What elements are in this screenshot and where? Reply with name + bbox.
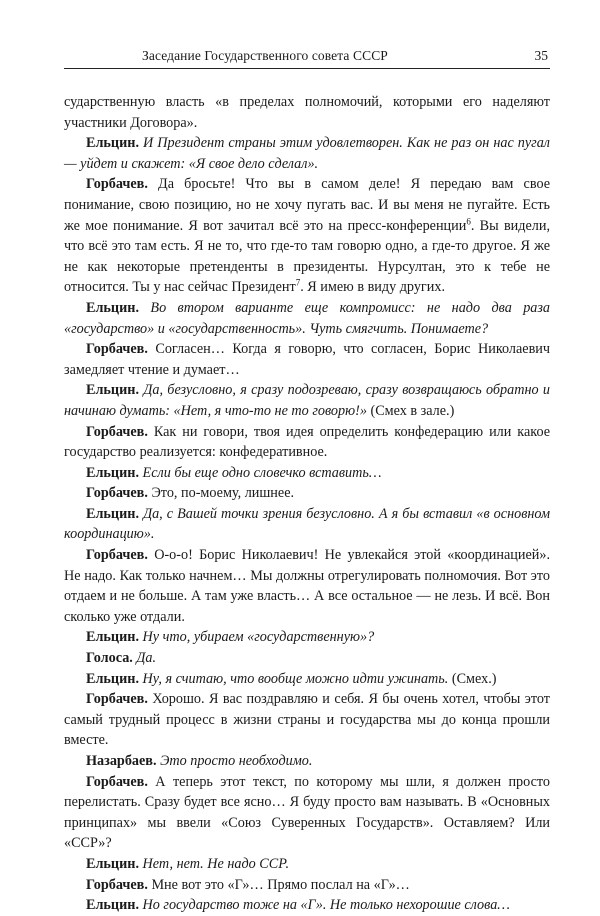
speaker-name: Горбачев. <box>86 341 148 358</box>
stage-direction: (Смех.) <box>448 670 497 687</box>
speaker-name: Горбачев. <box>86 176 148 193</box>
transcript-paragraph <box>64 92 550 133</box>
transcript-paragraph <box>64 339 550 380</box>
speech-text: . Я имею в виду других. <box>300 279 445 296</box>
transcript-paragraph <box>64 380 550 421</box>
page-number: 35 <box>534 48 548 63</box>
transcript-body <box>64 92 550 916</box>
speaker-name: Горбачев. <box>86 423 148 440</box>
speech-text: Да, безусловно, я сразу подозреваю, сразу возвращаюсь обратно и начинаю думать: «Нет, я что-то не то говорю!» <box>64 382 551 419</box>
footnote-marker: 6 <box>466 215 471 226</box>
transcript-paragraph <box>64 133 550 174</box>
speaker-name: Ельцин. <box>86 299 139 316</box>
speech-text: Ну, я считаю, что вообще можно идти ужинать. <box>142 670 449 687</box>
speaker-name: Голоса. <box>86 650 133 667</box>
speech-text: Но государство тоже на «Г». Не только нехорошие слова… <box>142 897 510 914</box>
transcript-paragraph <box>64 483 550 504</box>
speaker-name: Горбачев. <box>86 773 148 790</box>
speaker-name: Ельцин. <box>86 670 139 687</box>
speech-text: Хорошо. Я вас поздравляю и себя. Я бы очень хотел, чтобы этот самый трудный процесс в жизни страны и государства мы до конца прошли вместе. <box>64 691 551 749</box>
speech-text: Как ни говори, твоя идея определить конфедерацию или какое государство реализуется: конфедеративное. <box>64 423 551 461</box>
speech-text: Во втором варианте еще компромисс: не надо два раза «государство» и «государственность». Чуть смягчить. Понимаете? <box>64 299 551 337</box>
speech-text: Мне вот это «Г»… Прямо послал на «Г»… <box>151 876 410 893</box>
speaker-name: Горбачев. <box>86 547 148 564</box>
speaker-name: Ельцин. <box>86 382 139 399</box>
transcript-paragraph <box>64 174 550 298</box>
speech-text: Да. <box>136 650 157 667</box>
transcript-paragraph <box>64 669 550 690</box>
transcript-paragraph <box>64 627 550 648</box>
speech-text: сударственную власть «в пределах полномочий, которыми его наделяют участники Договора». <box>64 94 550 131</box>
speaker-name: Ельцин. <box>86 464 139 481</box>
speaker-name: Назарбаев. <box>86 753 157 769</box>
speech-text: . Вы видели, что всё это там есть. Я не то, что где-то там говорю одно, а где-то другое. Я же не как некоторые претенденты в президенты. Нурсултан, это к тебе не относится. Ты у нас сейчас Президент <box>64 217 550 296</box>
transcript-paragraph <box>64 772 550 854</box>
speech-text: Ну что, убираем «государственную»? <box>142 629 375 646</box>
speech-text: Это, по-моему, лишнее. <box>151 485 295 502</box>
speaker-name: Ельцин. <box>86 897 139 914</box>
speaker-name: Ельцин. <box>86 629 139 646</box>
speech-text: Да, с Вашей точки зрения безусловно. А я бы вставил «в основном координацию». <box>64 505 550 543</box>
transcript-paragraph <box>64 895 550 916</box>
transcript-paragraph <box>64 854 550 875</box>
speech-text: Согласен… Когда я говорю, что согласен, Борис Николаевич замедляет чтение и думает… <box>64 341 551 378</box>
speech-text: О-о-о! Борис Николаевич! Не увлекайся этой «координацией». Не надо. Как только начнем… Мы должны отрегулировать полномочия. Вот это отдаем и не больше. А там уже власть… А все остальное — не лезь. И всё. Вон сколько уже отдали. <box>64 547 550 625</box>
transcript-paragraph <box>64 298 550 339</box>
speaker-name: Ельцин. <box>86 135 139 152</box>
speech-text: А теперь этот текст, по которому мы шли, я должен просто перелистать. Сразу будет все ясно… Я буду просто вам называть. В «Основных принципах» мы ввели «Союз Суверенных Государств». Оставляем? Или «ССР»? <box>64 773 550 852</box>
speech-text: Нет, нет. Не надо ССР. <box>142 855 290 872</box>
transcript-paragraph <box>64 751 550 772</box>
transcript-paragraph <box>64 689 550 751</box>
speech-text: Если бы еще одно словечко вставить… <box>142 464 382 481</box>
transcript-paragraph <box>64 463 550 484</box>
speech-text: И Президент страны этим удовлетворен. Как не раз он нас пугал — уйдет и скажет: «Я свое дело сделал». <box>64 135 550 172</box>
footnote-marker: 7 <box>295 277 301 288</box>
speaker-name: Горбачев. <box>86 876 148 893</box>
stage-direction: (Смех в зале.) <box>366 402 455 419</box>
speaker-name: Горбачев. <box>86 485 148 502</box>
transcript-paragraph <box>64 648 550 669</box>
header-title: Заседание Государственного совета СССР <box>142 48 388 63</box>
transcript-paragraph <box>64 504 550 545</box>
running-header <box>64 46 550 69</box>
speaker-name: Горбачев. <box>86 691 148 708</box>
transcript-paragraph <box>64 875 550 896</box>
speech-text: Это просто необходимо. <box>160 753 313 769</box>
speaker-name: Ельцин. <box>86 855 139 872</box>
speaker-name: Ельцин. <box>86 505 139 522</box>
speech-text: Да бросьте! Что вы в самом деле! Я передаю вам свое понимание, свою позицию, но не хочу пугать вас. И вы меня не пугайте. Есть же мое понимание. Я вот зачитал всё это на пресс-конференции <box>64 176 551 234</box>
transcript-paragraph <box>64 422 550 463</box>
transcript-paragraph <box>64 545 550 627</box>
